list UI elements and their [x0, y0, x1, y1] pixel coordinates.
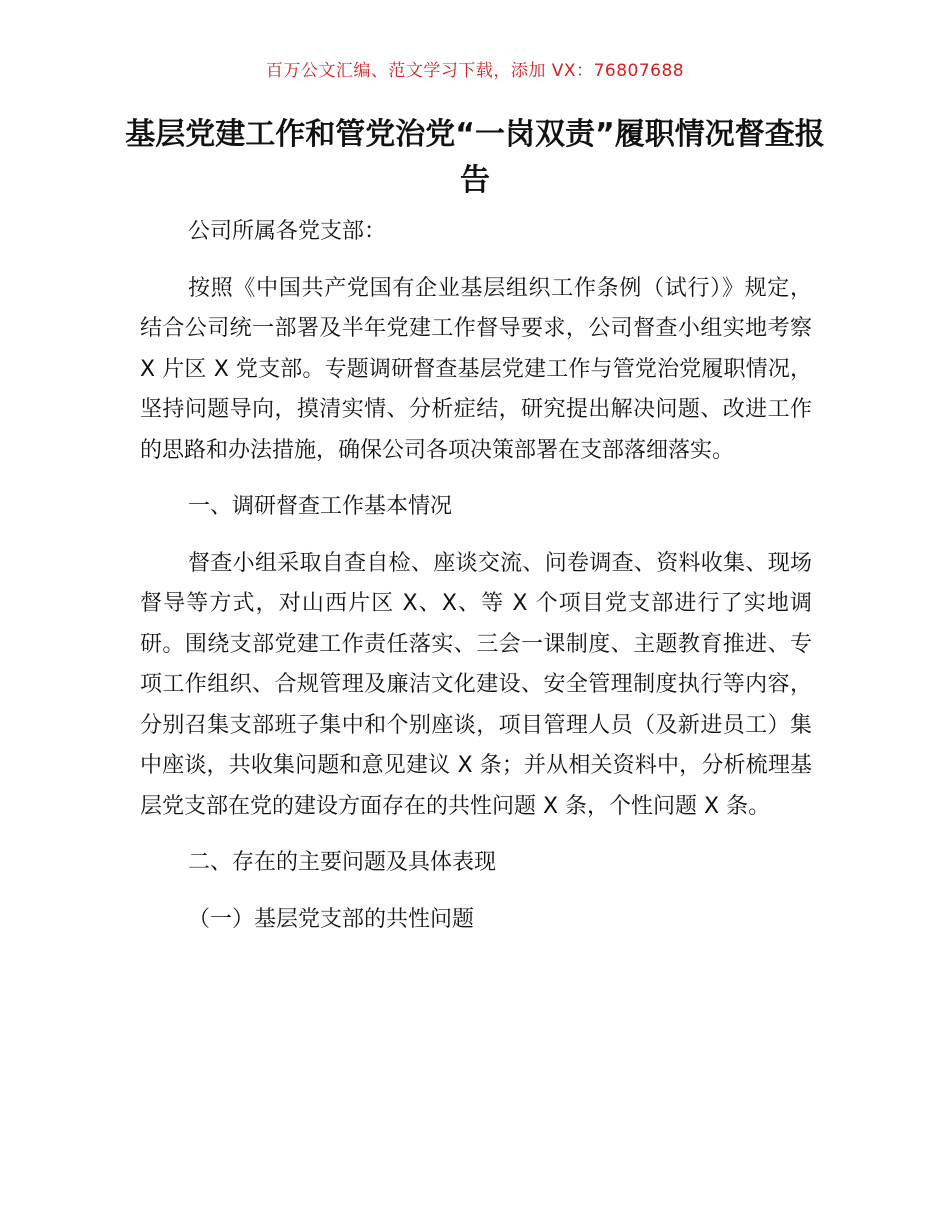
salutation: 公司所属各党支部：: [188, 219, 387, 244]
section-heading-1: 一、调研督查工作基本情况: [188, 494, 453, 519]
header-banner: 百万公文汇编、范文学习下载，添加 VX：76807688: [265, 61, 685, 81]
document-title: 基层党建工作和管党治党“一岗双责”履职情况督查报告: [125, 117, 825, 198]
document-body: [140, 212, 812, 940]
paragraph-basic-situation: 督查小组采取自查自检、座谈交流、问卷调查、资料收集、现场督导等方式，对山西片区 X、X、等 X 个项目党支部进行了实地调研。围绕支部党建工作责任落实、三会一课制度、主题教育推进、专项工作组织、合规管理及廉洁文化建设、安全管理制度执行等内容，分别召集支部班子集中和个别座谈，项目管理人员（及新进员工）集中座谈，共收集问题和意见建议 X 条；并从相关资料中，分析梳理基层党支部在党的建设方面存在的共性问题 X 条，个性问题 X 条。: [140, 550, 812, 819]
section-heading-2: 二、存在的主要问题及具体表现: [188, 850, 497, 875]
subsection-heading-1: （一）基层党支部的共性问题: [188, 906, 475, 932]
paragraph-intro: 按照《中国共产党国有企业基层组织工作条例（试行）》规定，结合公司统一部署及半年党建工作督导要求，公司督查小组实地考察 X 片区 X 党支部。专题调研督查基层党建工作与管党治党履职情况，坚持问题导向，摸清实情、分析症结，研究提出解决问题、改进工作的思路和办法措施，确保公司各项决策部署在支部落细落实。: [140, 275, 812, 463]
